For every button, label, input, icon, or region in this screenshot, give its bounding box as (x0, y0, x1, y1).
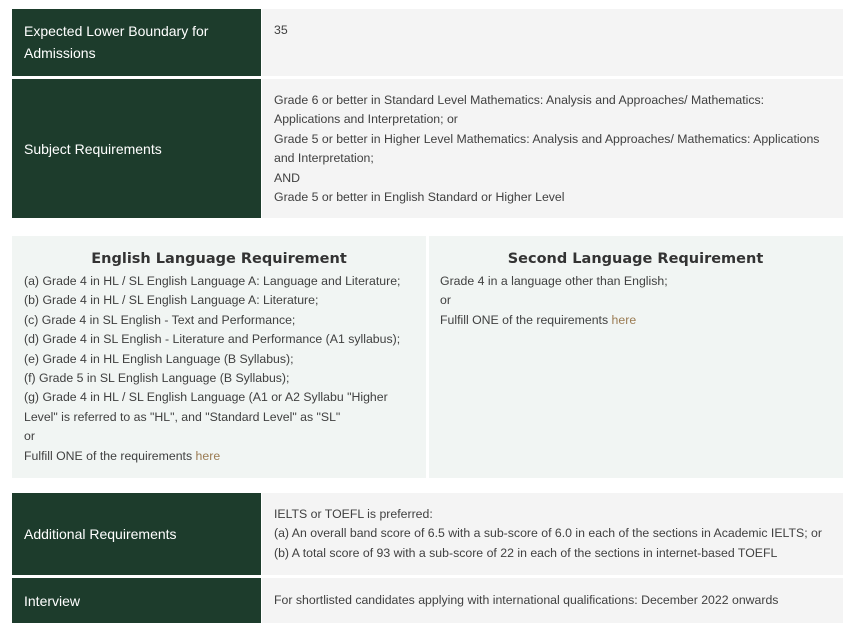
row-value (262, 578, 843, 623)
requirement-line: (g) Grade 4 in HL / SL English Language (A1 or A2 Syllabu "Higher (24, 390, 388, 405)
requirements-table-bottom (12, 493, 843, 623)
table-row (12, 578, 843, 623)
value-line: IELTS or TOEFL is preferred: (274, 507, 433, 521)
requirement-line: (a) Grade 4 in HL / SL English Language A: Language and Literature; (24, 274, 401, 288)
value-line: 35 (274, 23, 288, 37)
table-row (12, 9, 843, 76)
fulfill-line (24, 447, 414, 466)
requirement-line: Grade 4 in a language other than English; (440, 274, 668, 288)
value-line: and Interpretation; (274, 151, 374, 166)
requirement-line: (e) Grade 4 in HL English Language (B Syllabus); (24, 351, 294, 366)
fulfill-text: Fulfill ONE of the requirements (440, 312, 612, 327)
english-requirements-link[interactable]: here (195, 448, 221, 463)
table-row (12, 493, 843, 575)
value-line: (b) A total score of 93 with a sub-score of 22 in each of the sections in internet-based TOEFL (274, 545, 778, 560)
row-label-text: Additional Requirements (24, 526, 177, 542)
row-label (12, 493, 261, 575)
value-line: Grade 5 or better in Higher Level Mathematics: Analysis and Approaches/ Mathematics: Applications (274, 131, 820, 146)
requirement-line: or (440, 293, 451, 308)
language-requirements (12, 236, 843, 478)
fulfill-text: Fulfill ONE of the requirements (24, 448, 196, 463)
row-value (262, 493, 843, 575)
value-line: Grade 6 or better in Standard Level Mathematics: Analysis and Approaches/ Mathematics: (274, 93, 765, 107)
second-language-title: Second Language Requirement (507, 251, 764, 267)
requirement-line: (f) Grade 5 in SL English Language (B Syllabus); (24, 371, 290, 386)
row-value (262, 79, 843, 218)
value-line: Applications and Interpretation; or (274, 112, 458, 127)
requirement-line: (d) Grade 4 in SL English - Literature and Performance (A1 syllabus); (24, 332, 401, 347)
requirement-line: (c) Grade 4 in SL English - Text and Performance; (24, 312, 296, 327)
row-label (12, 79, 261, 218)
table-row (12, 79, 843, 218)
row-label (12, 9, 261, 76)
second-language-column (429, 236, 843, 478)
value-line: AND (274, 170, 300, 185)
english-language-title: English Language Requirement (91, 251, 347, 267)
value-line: (a) An overall band score of 6.5 with a sub-score of 6.0 in each of the sections in Academic IELTS; or (274, 526, 822, 541)
row-label (12, 578, 261, 623)
row-label-text: Interview (24, 592, 81, 609)
value-line: Grade 5 or better in English Standard or Higher Level (274, 190, 565, 205)
requirements-table-top (12, 9, 843, 218)
english-language-column (12, 236, 426, 478)
second-language-requirements-link[interactable]: here (611, 312, 637, 327)
requirement-line: Level" is referred to as "HL", and "Standard Level" as "SL" (24, 409, 341, 424)
value-line: For shortlisted candidates applying with international qualifications: December 2022 onwards (274, 592, 779, 607)
row-label-text: Subject Requirements (24, 140, 162, 157)
row-label-text: Expected Lower Boundary for Admissions (24, 23, 209, 61)
requirement-line: or (24, 429, 35, 444)
fulfill-line (440, 311, 831, 330)
requirement-line: (b) Grade 4 in HL / SL English Language A: Literature; (24, 293, 319, 308)
row-value (262, 9, 843, 76)
